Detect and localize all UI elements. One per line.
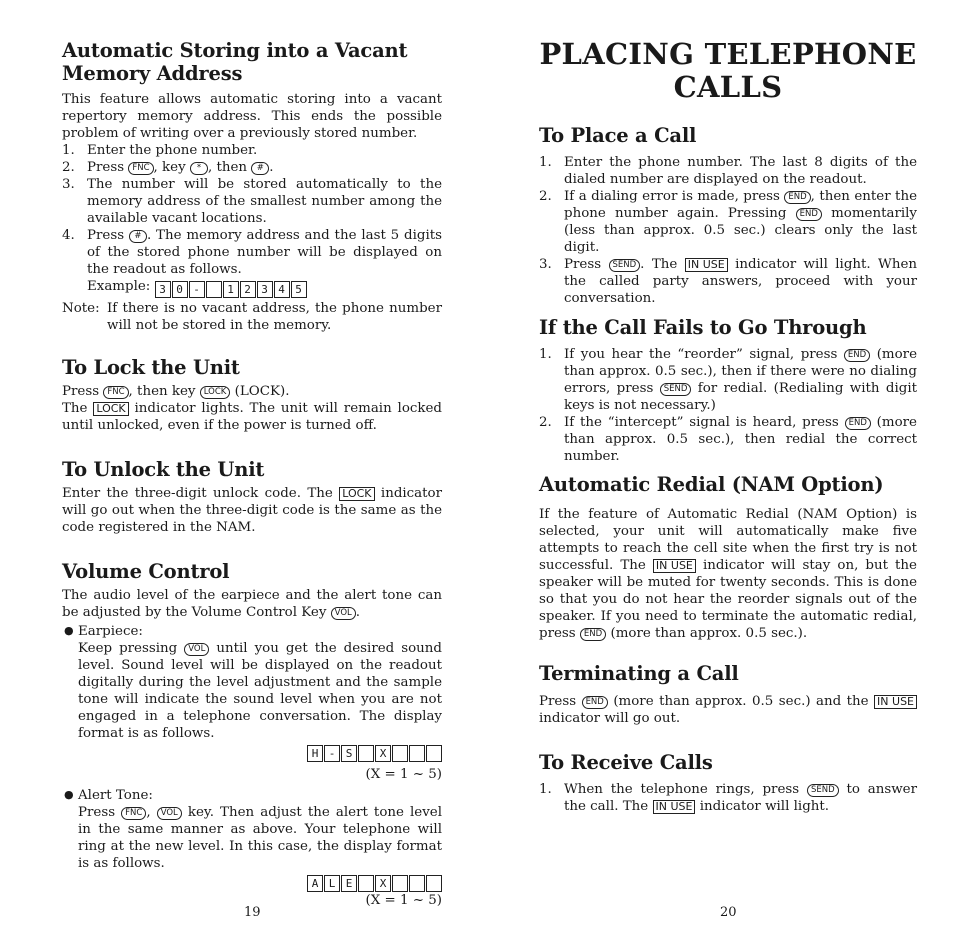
step-4: 4. Press # . The memory address and the last 5 digits of the stored phone number will be displayed on the readout as follows. Example: 3 0 - 1 2 3 4 5: [62, 228, 442, 296]
lock-heading: To Lock the Unit: [62, 356, 240, 379]
lock-section: [62, 356, 442, 434]
auto-redial-section: [539, 473, 917, 642]
end-key-icon: END: [582, 696, 608, 709]
page-number-left: 19: [244, 905, 261, 920]
send-key-icon: SEND: [660, 383, 692, 396]
fnc-key-icon: FNC: [121, 807, 146, 820]
in-use-indicator: IN USE: [874, 695, 917, 709]
send-key-icon: SEND: [807, 784, 839, 797]
place-call-steps: [539, 154, 917, 307]
alert-text: Press FNC , VOL key. Then adjust the alert tone level in the same manner as above. Your telephone will ring at the new level. In this case, the display format is as follows.: [78, 805, 442, 871]
lock-indicator: LOCK: [93, 402, 128, 416]
auto-store-heading: Automatic Storing into a Vacant Memory Address: [62, 39, 408, 85]
alert-readout: A L E X: [307, 875, 442, 892]
step-2: 2. If the “intercept” signal is heard, press END (more than approx. 0.5 sec.), then redial the correct number.: [539, 415, 917, 464]
range-note: (X = 1 ~ 5): [365, 893, 442, 908]
step-1: 1. When the telephone rings, press SEND to answer the call. The IN USE indicator will light.: [539, 782, 917, 814]
step-2: 2. Press FNC , key * , then # .: [62, 160, 274, 175]
send-key-icon: SEND: [609, 259, 641, 272]
example-label: Example:: [87, 279, 151, 294]
volume-intro: The audio level of the earpiece and the alert tone can be adjusted by the Volume Control Key VOL .: [62, 588, 442, 620]
in-use-indicator: IN USE: [653, 559, 696, 573]
star-key-icon: *: [190, 162, 208, 175]
bullet-icon: ●: [64, 788, 74, 801]
alert-readout-row: [62, 872, 442, 892]
unlock-section: [62, 458, 442, 536]
fnc-key-icon: FNC: [103, 386, 128, 399]
vol-key-icon: VOL: [157, 807, 182, 820]
end-key-icon: END: [844, 349, 870, 362]
vol-key-icon: VOL: [331, 607, 356, 620]
earpiece-readout-row: [62, 742, 442, 762]
alert-item: ● Alert Tone:: [64, 788, 153, 803]
auto-redial-heading: Automatic Redial (NAM Option): [539, 473, 884, 496]
note: Note: If there is no vacant address, the phone number will not be stored in the memory.: [62, 301, 442, 333]
receive-calls-steps: [539, 781, 917, 815]
volume-section: [62, 560, 442, 909]
call-fails-heading: If the Call Fails to Go Through: [539, 316, 867, 339]
earpiece-text: Keep pressing VOL until you get the desired sound level. Sound level will be displayed on the readout digitally during the level adjustment and the sample tone will indicate the sound level when you are not engaged in a telephone conversation. The display format is as follows.: [78, 641, 442, 741]
auto-redial-text: If the feature of Automatic Redial (NAM Option) is selected, your unit will automatically make five attempts to reach the cell site when the first try is not successful. The IN USE indicator will stay on, but the speaker will be muted for twenty seconds. This is done so that you do not hear the reorder signals out of the speaker. If you need to terminate the automatic redial, press END (more than approx. 0.5 sec.).: [539, 507, 917, 641]
bullet-icon: ●: [64, 624, 74, 637]
terminating-text: Press END (more than approx. 0.5 sec.) and the IN USE indicator will go out.: [539, 693, 917, 727]
terminating-heading: Terminating a Call: [539, 662, 739, 685]
step-2: 2. If a dialing error is made, press END , then enter the phone number again. Pressing END momentarily (less than approx. 0.5 sec.) clears only the last digit.: [539, 189, 917, 255]
earpiece-item: ● Earpiece:: [64, 624, 143, 639]
pound-key-icon: #: [129, 230, 147, 243]
receive-calls-section: [539, 751, 917, 815]
vol-key-icon: VOL: [184, 643, 209, 656]
step-1: 1. Enter the phone number.: [62, 143, 258, 158]
in-use-indicator: IN USE: [685, 258, 728, 272]
unlock-heading: To Unlock the Unit: [62, 458, 265, 481]
place-call-section: [539, 124, 917, 307]
lock-text: Press FNC , then key LOCK (LOCK). The LOCK indicator lights. The unit will remain locked until unlocked, even if the power is turned off.: [62, 384, 443, 433]
end-key-icon: END: [784, 191, 810, 204]
lock-key-icon: LOCK: [200, 386, 231, 399]
end-key-icon: END: [796, 208, 822, 221]
pound-key-icon: #: [251, 162, 269, 175]
step-1: 1. Enter the phone number. The last 8 digits of the dialed number are displayed on the readout.: [539, 155, 917, 187]
call-fails-steps: [539, 346, 917, 465]
page-number-right: 20: [720, 905, 737, 920]
range-note: (X = 1 ~ 5): [365, 767, 442, 782]
step-3: 3. The number will be stored automatically to the memory address of the smallest number among the available vacant locations.: [62, 177, 442, 226]
in-use-indicator: IN USE: [653, 800, 696, 814]
earpiece-readout: H - S X: [307, 745, 442, 762]
step-3: 3. Press SEND . The IN USE indicator will light. When the called party answers, proceed with your conversation.: [539, 257, 917, 306]
auto-store-steps: [62, 142, 442, 298]
unlock-text: Enter the three-digit unlock code. The LOCK indicator will go out when the three-digit code is the same as the code registered in the NAM.: [62, 486, 442, 535]
auto-store-section: [62, 39, 442, 334]
auto-store-intro: This feature allows automatic storing into a vacant repertory memory address. This ends the possible problem of writing over a previously stored number.: [62, 92, 442, 141]
lock-indicator: LOCK: [339, 487, 374, 501]
volume-heading: Volume Control: [62, 560, 230, 583]
end-key-icon: END: [580, 628, 606, 641]
terminating-section: [539, 662, 917, 727]
end-key-icon: END: [845, 417, 871, 430]
step-1: 1. If you hear the “reorder” signal, press END (more than approx. 0.5 sec.), then if there were no dialing errors, press SEND for redial. (Redialing with digit keys is not necessary.): [539, 347, 918, 413]
page-title: PLACING TELEPHONE CALLS: [539, 37, 917, 104]
receive-calls-heading: To Receive Calls: [539, 751, 713, 774]
call-fails-section: [539, 316, 917, 465]
fnc-key-icon: FNC: [128, 162, 153, 175]
place-call-heading: To Place a Call: [539, 124, 697, 147]
example-readout: 3 0 - 1 2 3 4 5: [155, 281, 307, 298]
